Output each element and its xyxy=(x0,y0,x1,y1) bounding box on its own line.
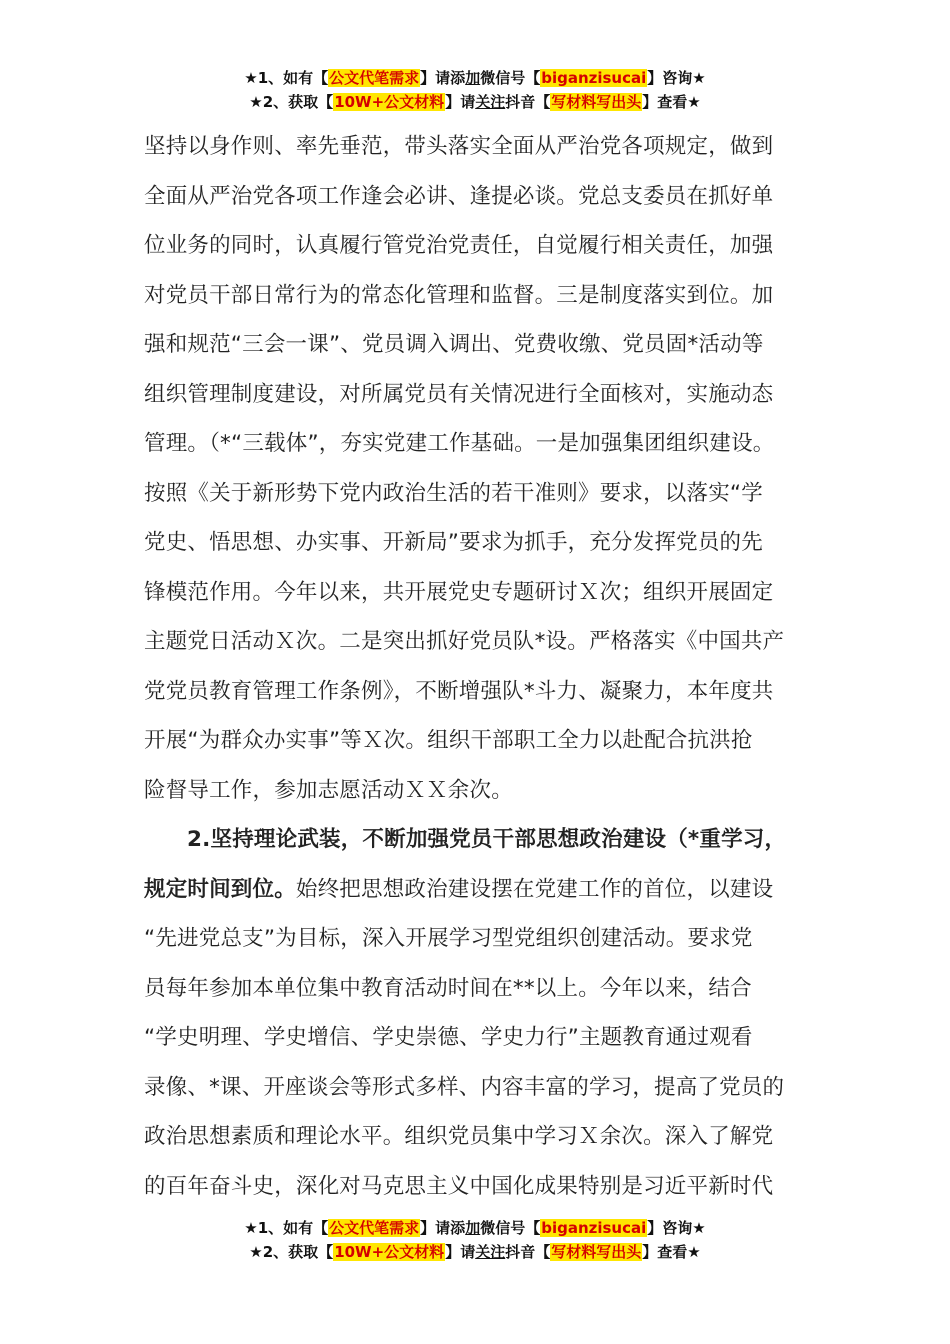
promo-highlight: biganzisucai xyxy=(541,69,647,87)
paragraph-line: 强和规范“三会一课”、党员调入调出、党费收缴、党员固*活动等 xyxy=(144,332,764,357)
paragraph-line: 组织管理制度建设，对所属党员有关情况进行全面核对，实施动态 xyxy=(144,381,774,407)
promo-text: 】查看★ xyxy=(642,1243,701,1261)
paragraph-line: 险督导工作，参加志愿活动ＸＸ余次。 xyxy=(144,777,513,803)
promo-underlined-text: 加 xyxy=(465,1219,481,1237)
paragraph-line: 党史、悟思想、办实事、开新局”要求为抓手，充分发挥党员的先 xyxy=(144,530,763,555)
paragraph-line: 管理。（*“三载体”，夯实党建工作基础。一是加强集团组织建设。 xyxy=(144,431,775,456)
promo-highlight: 公文代笔需求 xyxy=(329,1219,420,1237)
promo-text: ★1、如有【 xyxy=(244,69,329,87)
paragraph-text: 始终把思想政治建设摆在党建工作的首位，以建设 xyxy=(295,876,774,902)
promo-text: 】请 xyxy=(445,1243,476,1261)
promo-text: 抖音【 xyxy=(505,1243,551,1261)
promo-highlight: 10W+公文材料 xyxy=(334,1243,445,1261)
promo-underlined-text: 加 xyxy=(465,69,481,87)
paragraph-line: 按照《关于新形势下党内政治生活的若干准则》要求，以落实“学 xyxy=(144,480,763,506)
paragraph-line: 员每年参加本单位集中教育活动时间在**以上。今年以来，结合 xyxy=(144,975,752,1001)
paragraph-line: “学史明理、学史增信、学史崇德、学史力行”主题教育通过观看 xyxy=(144,1025,753,1050)
paragraph-line: 锋模范作用。今年以来，共开展党史专题研讨Ｘ次；组织开展固定 xyxy=(144,579,774,605)
header-promo-banner xyxy=(0,66,950,114)
promo-highlight: 写材料写出头 xyxy=(551,1243,642,1261)
paragraph-line: “先进党总支”为目标，深入开展学习型党组织创建活动。要求党 xyxy=(144,926,753,951)
promo-text: ★2、获取【 xyxy=(249,1243,334,1261)
document-body xyxy=(144,122,806,1211)
paragraph-line: 坚持以身作则、率先垂范，带头落实全面从严治党各项规定，做到 xyxy=(144,134,774,159)
promo-text: 】咨询★ xyxy=(647,1219,706,1237)
promo-highlight: 公文代笔需求 xyxy=(329,69,420,87)
paragraph-line: 主题党日活动Ｘ次。二是突出抓好党员队*设。严格落实《中国共产 xyxy=(144,629,785,654)
promo-text: 微信号【 xyxy=(480,1219,541,1237)
promo-text: ★1、如有【 xyxy=(244,1219,329,1237)
promo-highlight: 写材料写出头 xyxy=(551,93,642,111)
footer-promo-banner xyxy=(0,1216,950,1264)
promo-text: 】请 xyxy=(445,93,476,111)
promo-underlined-text: 关注 xyxy=(475,93,506,111)
paragraph-line: 的百年奋斗史，深化对马克思主义中国化成果特别是习近平新时代 xyxy=(144,1173,774,1199)
promo-text: 抖音【 xyxy=(505,93,551,111)
paragraph-line: 录像、*课、开座谈会等形式多样、内容丰富的学习，提高了党员的 xyxy=(144,1074,785,1100)
promo-highlight: 10W+公文材料 xyxy=(334,93,445,111)
promo-underlined-text: 关注 xyxy=(475,1243,506,1261)
paragraph-line: 开展“为群众办实事”等Ｘ次。组织干部职工全力以赴配合抗洪抢 xyxy=(144,728,753,753)
promo-text: 】咨询★ xyxy=(647,69,706,87)
paragraph-line: 党党员教育管理工作条例》，不断增强队*斗力、凝聚力，本年度共 xyxy=(144,678,774,704)
promo-line-1 xyxy=(0,1216,950,1240)
promo-text: 】查看★ xyxy=(642,93,701,111)
promo-text: ★2、获取【 xyxy=(249,93,334,111)
paragraph-line xyxy=(144,865,806,915)
paragraph-line: 政治思想素质和理论水平。组织党员集中学习Ｘ余次。深入了解党 xyxy=(144,1124,774,1149)
section-heading-continued: 规定时间到位。 xyxy=(144,876,296,902)
promo-text: 】请添 xyxy=(420,1219,466,1237)
promo-line-2 xyxy=(0,1240,950,1264)
paragraph-line: 对党员干部日常行为的常态化管理和监督。三是制度落实到位。加 xyxy=(144,282,774,308)
promo-line-1 xyxy=(0,66,950,90)
promo-line-2 xyxy=(0,90,950,114)
paragraph-line: 位业务的同时，认真履行管党治党责任，自觉履行相关责任，加强 xyxy=(144,233,774,258)
promo-highlight: biganzisucai xyxy=(541,1219,647,1237)
promo-text: 微信号【 xyxy=(480,69,541,87)
promo-text: 】请添 xyxy=(420,69,466,87)
paragraph-line: 全面从严治党各项工作逢会必讲、逢提必谈。党总支委员在抓好单 xyxy=(144,183,774,209)
section-heading: 2.坚持理论武装，不断加强党员干部思想政治建设（*重学习， xyxy=(187,827,787,852)
